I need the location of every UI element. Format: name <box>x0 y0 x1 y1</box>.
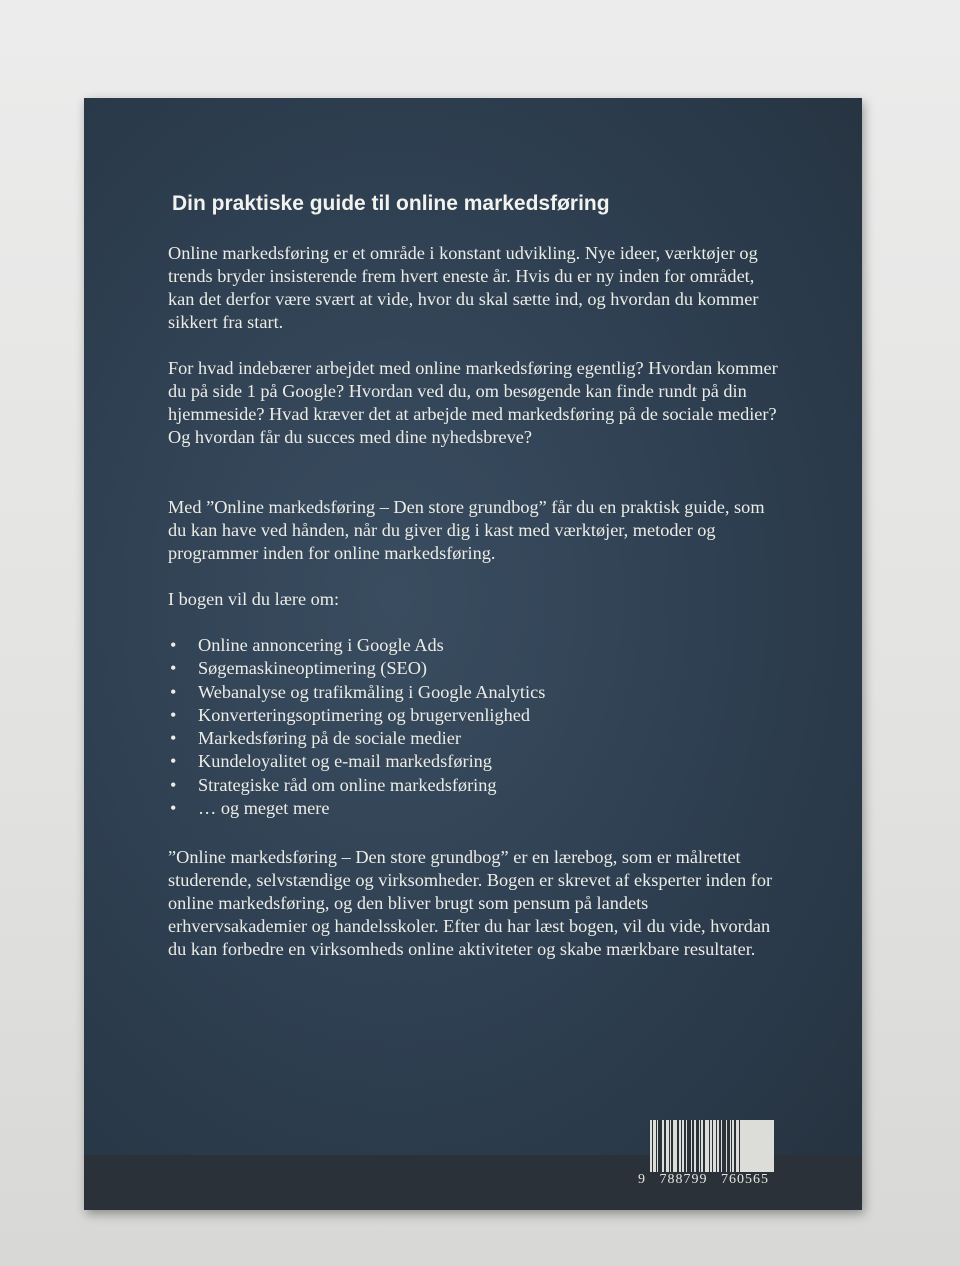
closing-paragraph: ”Online markedsføring – Den store grundbog” er en lærebog, som er målrettet studerende, selvstændige og virksomheder. Bogen er skrevet af eksperter inden for online markedsføring, og den bliver brugt som pensum på landets erhvervsakademier og handelsskoler. Efter du har læst bogen, vil du vide, hvordan du kan forbedre en virksomheds online aktiviteter og skabe mærkbare resultater. <box>168 847 773 959</box>
list-item: • Webanalyse og trafikmåling i Google Analytics <box>168 681 545 704</box>
list-item: • Konverteringsoptimering og brugervenlighed <box>168 704 545 727</box>
guide-paragraph: Med ”Online markedsføring – Den store grundbog” får du en praktisk guide, som du kan have ved hånden, når du giver dig i kast med værktøjer, metoder og programmer inden for online markedsføring. <box>168 497 765 563</box>
barcode-bar <box>740 1120 741 1172</box>
learn-intro: I bogen vil du lære om: <box>168 589 340 609</box>
list-item: • Strategiske råd om online markedsføring <box>168 774 545 797</box>
list-item: • Søgemaskineoptimering (SEO) <box>168 657 545 680</box>
isbn-first-digit: 9 <box>638 1172 646 1187</box>
list-item: • … og meget mere <box>168 797 545 820</box>
intro-paragraph: Online markedsføring er et område i konstant udvikling. Nye ideer, værktøjer og trends bryder insisterende frem hvert eneste år. Hvis du er ny inden for området, kan det derfor være svært at vide, hvor du skal sætte ind, og hvordan du kommer sikkert fra start. <box>168 243 759 332</box>
isbn-number <box>638 1172 769 1188</box>
questions-paragraph: For hvad indebærer arbejdet med online markedsføring egentlig? Hvordan kommer du på side 1 på Google? Hvordan ved du, om besøgende kan finde rundt på din hjemmeside? Hvad kræver det at arbejde med markedsføring på de sociale medier? Og hvordan får du succes med dine nyhedsbreve? <box>168 358 778 447</box>
list-item: • Kundeloyalitet og e-mail markedsføring <box>168 750 545 773</box>
topics-list <box>168 634 545 820</box>
isbn-left-group: 788799 <box>659 1172 708 1187</box>
cover-heading: Din praktiske guide til online markedsføring <box>172 192 610 215</box>
list-item: • Markedsføring på de sociale medier <box>168 727 545 750</box>
list-item: • Online annoncering i Google Ads <box>168 634 545 657</box>
isbn-right-group: 760565 <box>721 1172 769 1187</box>
book-back-cover <box>84 98 862 1210</box>
